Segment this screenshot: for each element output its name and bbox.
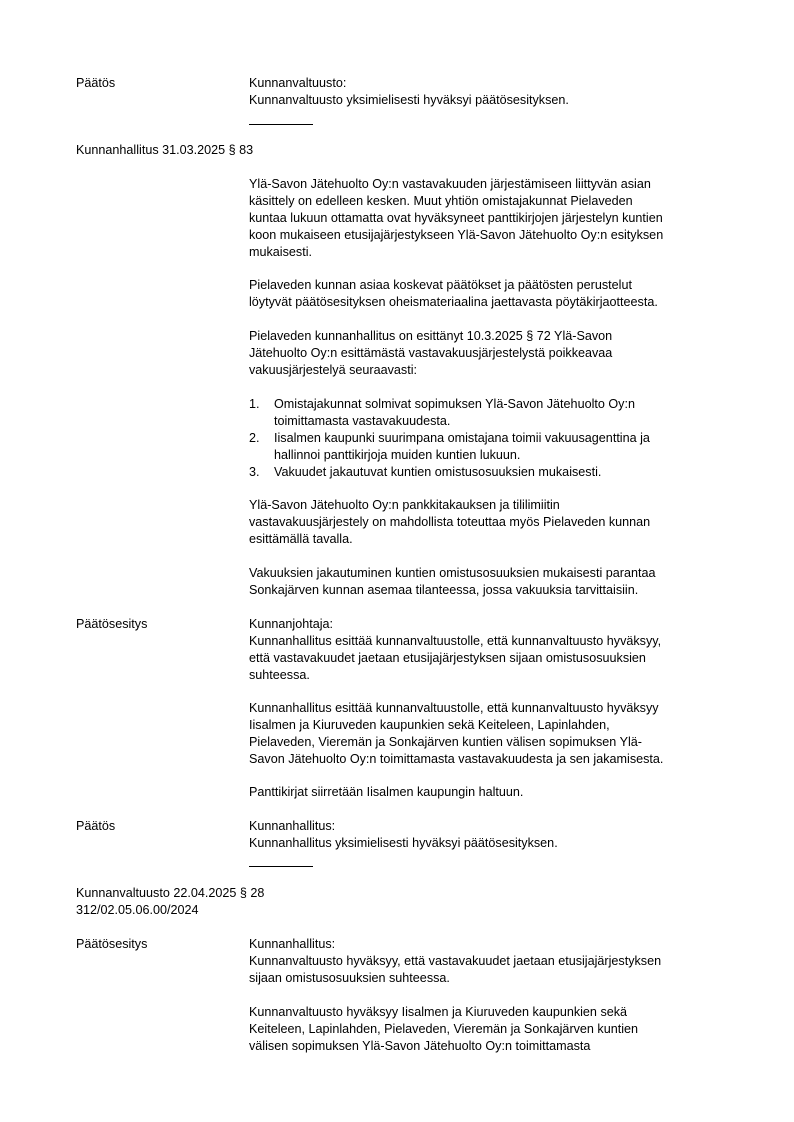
paragraph: [249, 1004, 737, 1055]
paragraph: [249, 328, 737, 379]
section-label: Päätös: [76, 76, 116, 90]
list-item: [249, 396, 737, 430]
text-line: Panttikirjat siirretään Iisalmen kaupungin haltuun.: [249, 785, 524, 799]
list-number: 1.: [249, 397, 260, 411]
text-line: Kunnanhallitus:: [249, 937, 336, 951]
text-line: Vakuuksien jakautuminen kuntien omistusosuuksien mukaisesti parantaa: [249, 566, 656, 580]
separator-line: [249, 124, 313, 125]
text-line: Vakuudet jakautuvat kuntien omistusosuuksien mukaisesti.: [274, 465, 602, 479]
meeting-date: Kunnanvaltuusto 22.04.2025 § 28: [76, 886, 265, 900]
text-line: vakuusjärjestelyä seuraavasti:: [249, 363, 417, 377]
decision-text: [249, 818, 737, 852]
text-line: mukaisesti.: [249, 245, 312, 259]
text-line: Iisalmen kaupunki suurimpana omistajana toimii vakuusagenttina ja: [274, 431, 650, 445]
text-line: Pielaveden kunnan asiaa koskevat päätökset ja päätösten perustelut: [249, 278, 632, 292]
text-line: Kunnanhallitus esittää kunnanvaltuustolle, että kunnanvaltuusto hyväksyy: [249, 701, 659, 715]
text-line: Kunnanhallitus esittää kunnanvaltuustolle, että kunnanvaltuusto hyväksyy,: [249, 634, 662, 648]
text-line: toimittamasta vastavakuudesta.: [274, 414, 451, 428]
section-label: Päätös: [76, 819, 116, 833]
text-line: käsittely on edelleen kesken. Muut yhtiön omistajakunnat Pielaveden: [249, 194, 633, 208]
text-line: sijaan omistusosuuksien suhteessa.: [249, 971, 450, 985]
separator-line: [249, 866, 313, 867]
paragraph: [249, 936, 737, 987]
text-line: Kunnanvaltuusto yksimielisesti hyväksyi päätösesityksen.: [249, 93, 569, 107]
text-line: Kunnanvaltuusto hyväksyy, että vastavakuudet jaetaan etusijajärjestyksen: [249, 954, 662, 968]
section-label: Päätösesitys: [76, 617, 148, 631]
meeting-header: [76, 885, 264, 919]
text-line: Kunnanhallitus yksimielisesti hyväksyi päätösesityksen.: [249, 836, 558, 850]
text-line: Savon Jätehuolto Oy:n toimittamasta vastavakuudesta ja sen jakamisesta.: [249, 752, 664, 766]
text-line: Kunnanvaltuusto hyväksyy Iisalmen ja Kiuruveden kaupunkien sekä: [249, 1005, 628, 1019]
text-line: Omistajakunnat solmivat sopimuksen Ylä-Savon Jätehuolto Oy:n: [274, 397, 635, 411]
text-line: Pielaveden kunnanhallitus on esittänyt 10.3.2025 § 72 Ylä-Savon: [249, 329, 613, 343]
list-number: 2.: [249, 431, 260, 445]
text-line: Jätehuolto Oy:n esittämästä vastavakuusjärjestelystä poikkeavaa: [249, 346, 613, 360]
list-number: 3.: [249, 465, 260, 479]
text-line: välisen sopimuksen Ylä-Savon Jätehuolto Oy:n toimittamasta: [249, 1039, 591, 1053]
list-item: [249, 464, 737, 481]
paragraph: [249, 176, 737, 261]
text-line: Kunnanvaltuusto:: [249, 76, 347, 90]
text-line: että vastavakuudet jaetaan etusijajärjestyksen sijaan omistusosuuksien: [249, 651, 646, 665]
text-line: Kunnanhallitus:: [249, 819, 336, 833]
decision-text: [249, 75, 737, 109]
text-line: Sonkajärven kunnan asemaa tilanteessa, jossa vakuuksia tarvittaisiin.: [249, 583, 639, 597]
text-line: suhteessa.: [249, 668, 310, 682]
text-line: Ylä-Savon Jätehuolto Oy:n pankkitakauksen ja tililimiitin: [249, 498, 560, 512]
paragraph: [249, 784, 737, 801]
paragraph: [249, 497, 737, 548]
text-line: Iisalmen ja Kiuruveden kaupunkien sekä Keiteleen, Lapinlahden,: [249, 718, 610, 732]
case-number: 312/02.05.06.00/2024: [76, 903, 199, 917]
paragraph: [249, 565, 737, 599]
text-line: Ylä-Savon Jätehuolto Oy:n vastavakuuden järjestämiseen liittyvän asian: [249, 177, 651, 191]
meeting-header: Kunnanhallitus 31.03.2025 § 83: [76, 143, 254, 157]
section-label: Päätösesitys: [76, 937, 148, 951]
paragraph: [249, 616, 737, 684]
text-line: Kunnanjohtaja:: [249, 617, 334, 631]
text-line: esittämällä tavalla.: [249, 532, 353, 546]
paragraph: [249, 700, 737, 768]
paragraph: [249, 277, 737, 311]
text-line: kuntaa lukuun ottamatta ovat hyväksyneet panttikirjojen järjestelyn kuntien: [249, 211, 663, 225]
list-item: [249, 430, 737, 464]
text-line: Keiteleen, Lapinlahden, Pielaveden, Vieremän ja Sonkajärven kuntien: [249, 1022, 639, 1036]
text-line: hallinnoi panttikirjoja muiden kuntien lukuun.: [274, 448, 521, 462]
text-line: koon mukaiseen etusijajärjestykseen Ylä-Savon Jätehuolto Oy:n esityksen: [249, 228, 664, 242]
text-line: vastavakuusjärjestely on mahdollista toteuttaa myös Pielaveden kunnan: [249, 515, 651, 529]
numbered-list: [249, 396, 737, 481]
text-line: Pielaveden, Vieremän ja Sonkajärven kuntien välisen sopimuksen Ylä-: [249, 735, 642, 749]
text-line: löytyvät päätösesityksen oheismateriaalina jaettavasta pöytäkirjaotteesta.: [249, 295, 658, 309]
